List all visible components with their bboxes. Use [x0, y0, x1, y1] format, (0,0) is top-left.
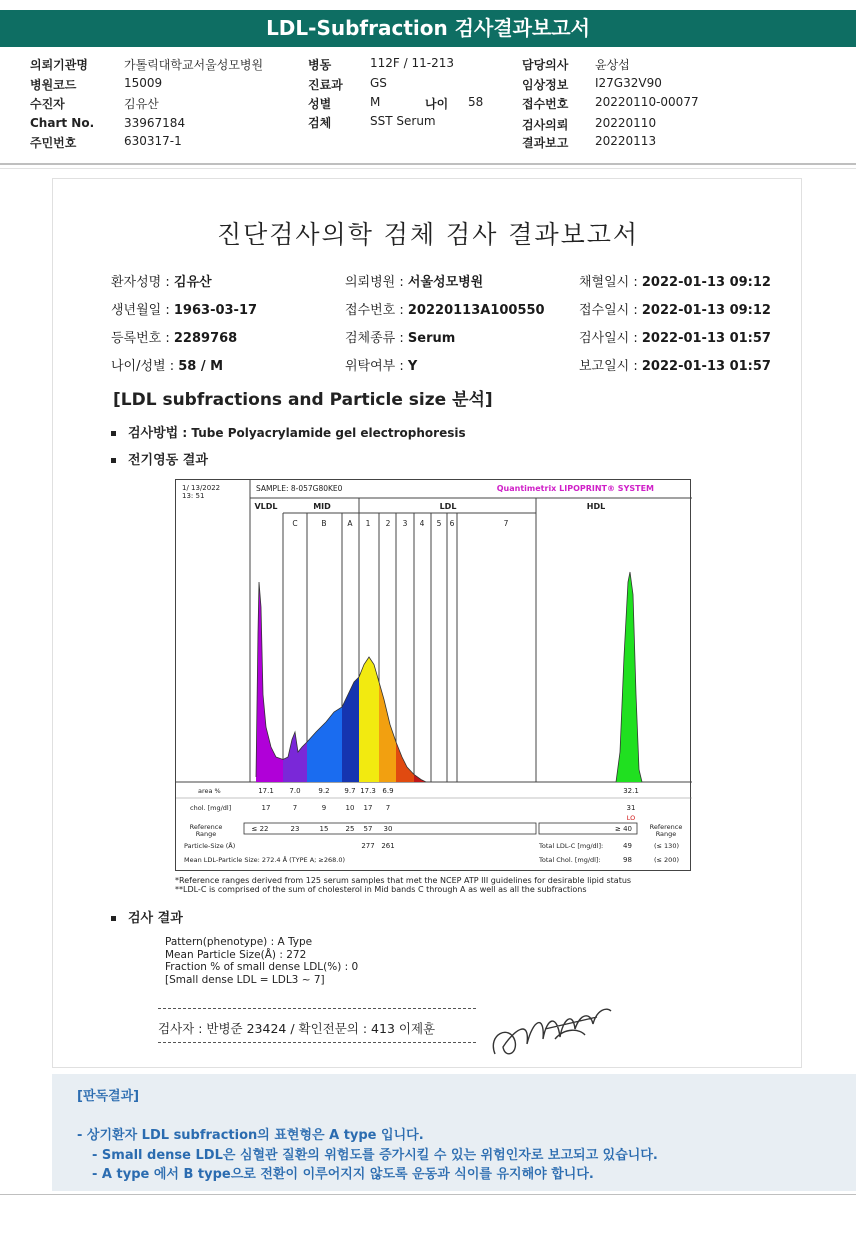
field-value: 2022-01-13 09:12 [641, 275, 771, 290]
mean-ldl-label: Mean LDL-Particle Size: 272.4 Å (TYPE A; ≥268.0) [184, 856, 345, 864]
result-summary [165, 936, 358, 986]
divider [158, 1042, 476, 1043]
bullet-icon [111, 458, 116, 463]
band-label: 4 [419, 519, 425, 528]
judgement-box [52, 1074, 856, 1191]
patient-field [579, 271, 771, 290]
judgement-line: - A type 에서 B type으로 전환이 이루어지지 않도록 운동과 식이를 유지해야 합니다. [92, 1167, 594, 1182]
signer-line: 검사자 : 반병준 23424 / 확인전문의 : 413 이제훈 [158, 1021, 436, 1036]
total-ldl-label: Total LDL-C [mg/dl]: [539, 842, 604, 850]
patient-field [579, 299, 771, 318]
chol-flag: LO [626, 814, 636, 822]
ref-value: 57 [363, 825, 373, 833]
method-label: 검사방법 [128, 426, 179, 441]
total-chol-label: Total Chol. [mg/dl]: [539, 856, 601, 864]
chol-value: 7 [385, 804, 391, 812]
field-label: 등록번호 : [111, 331, 174, 346]
bullet-icon [111, 916, 116, 921]
document-title: 진단검사의학 검체 검사 결과보고서 [216, 220, 640, 249]
field-label: 접수일시 : [579, 303, 642, 318]
area-value: 17.3 [360, 787, 376, 795]
field-label: 채혈일시 : [579, 275, 642, 290]
band-fill [359, 657, 379, 782]
hdr-label: 의뢰기관명 [30, 58, 88, 72]
patient-field [579, 327, 771, 346]
hdr-value: 김유산 [124, 97, 159, 111]
result-line: Mean Particle Size(Å) : 272 [165, 948, 307, 961]
band-label: 7 [503, 519, 509, 528]
ref-value: 23 [290, 825, 300, 833]
band-label: 6 [449, 519, 455, 528]
divider [0, 163, 856, 165]
chart-date: 1/ 13/2022 [182, 484, 221, 492]
patient-field [111, 355, 223, 374]
field-value: Serum [407, 331, 456, 346]
result-label: 검사 결과 [128, 911, 183, 926]
result-line: [Small dense LDL = LDL3 ~ 7] [165, 973, 325, 986]
patient-field [111, 299, 257, 318]
group-label: MID [313, 502, 331, 511]
footnote: **LDL-C is comprised of the sum of cholesterol in Mid bands C through A as well as all the subfractions [175, 885, 587, 894]
chol-value: 17 [261, 804, 271, 812]
footnote: *Reference ranges derived from 125 serum samples that met the NCEP ATP III guidelines for desirable lipid status [175, 876, 632, 885]
hdr-value: 20220110 [595, 116, 657, 130]
hdr-value: 630317-1 [124, 134, 182, 148]
band-label: 5 [436, 519, 442, 528]
group-label: VLDL [254, 502, 278, 511]
footnotes [175, 876, 631, 894]
total-chol-ref: (≤ 200) [654, 856, 679, 864]
electro-label: 전기영동 결과 [128, 453, 208, 468]
hdr-age-label: 나이 [425, 97, 449, 111]
field-value: 2289768 [173, 331, 238, 346]
total-chol-value: 98 [623, 856, 632, 864]
result-line: Pattern(phenotype) : A Type [165, 936, 313, 948]
band-label: C [292, 519, 298, 528]
hdr-label: 검사의뢰 [522, 118, 569, 132]
area-value: 32.1 [623, 787, 639, 795]
chart-time: 13: 51 [182, 492, 205, 500]
chol-label: chol. [mg/dl] [190, 804, 232, 812]
field-value: 김유산 [173, 275, 212, 290]
field-value: 2022-01-13 09:12 [641, 303, 771, 318]
patient-field [345, 271, 483, 290]
field-label: 검체종류 : [345, 331, 408, 346]
ref-label: Range [195, 830, 217, 838]
chol-value: 10 [345, 804, 355, 812]
field-value: 서울성모병원 [407, 275, 484, 290]
field-label: 검사일시 : [579, 331, 642, 346]
area-value: 7.0 [289, 787, 301, 795]
band-label: B [321, 519, 327, 528]
ref-value: ≤ 22 [251, 825, 269, 833]
hdr-label: 수진자 [30, 97, 65, 111]
field-label: 환자성명 : [111, 275, 174, 290]
lipoprint-chart [175, 479, 691, 871]
hdr-value: 가톨릭대학교서울성모병원 [124, 58, 264, 72]
hdr-value: SST Serum [370, 114, 436, 128]
patient-field [345, 327, 455, 346]
chart-svg [176, 480, 692, 872]
ref-value: 30 [383, 825, 393, 833]
hdr-value: 112F / 11-213 [370, 56, 454, 70]
divider [0, 168, 856, 169]
hdr-label: 담당의사 [522, 58, 569, 72]
area-value: 9.7 [344, 787, 356, 795]
group-label: HDL [586, 502, 606, 511]
chol-value: 31 [626, 804, 636, 812]
divider [0, 1194, 856, 1195]
field-label: 의뢰병원 : [345, 275, 408, 290]
hdr-value: 윤상섭 [595, 58, 630, 72]
hdr-label: 검체 [308, 116, 332, 130]
hdr-label: 진료과 [308, 78, 343, 92]
signature-mark [485, 999, 615, 1069]
band-label: 3 [402, 519, 408, 528]
field-value: 2022-01-13 01:57 [641, 331, 771, 346]
ref-label: Reference [649, 823, 683, 831]
patient-field [579, 355, 771, 374]
band-label: 2 [385, 519, 391, 528]
report-title-bar [0, 10, 856, 47]
particle-label: Particle-Size (Å) [184, 842, 236, 850]
hdr-value: 20220113 [595, 134, 657, 148]
patient-field [111, 271, 212, 290]
ref-label: Reference [189, 823, 223, 831]
hdr-label: Chart No. [30, 116, 95, 130]
area-value: 6.9 [382, 787, 394, 795]
band-label: A [347, 519, 353, 528]
judgement-line: - 상기환자 LDL subfraction의 표현형은 A type 입니다. [77, 1128, 424, 1143]
report-title: LDL-Subfraction 검사결과보고서 [266, 16, 590, 40]
ref-hdl-value: ≥ 40 [615, 825, 632, 833]
hdr-age-value: 58 [468, 95, 484, 109]
method-line [111, 422, 466, 441]
band-fill [379, 682, 396, 782]
ref-value: 25 [345, 825, 355, 833]
patient-field [345, 299, 545, 318]
hdr-value: 33967184 [124, 116, 186, 130]
particle-value: 277 [361, 842, 375, 850]
particle-value: 261 [381, 842, 395, 850]
chart-sample: SAMPLE: 8-057G80KE0 [256, 484, 343, 493]
group-label: LDL [439, 502, 457, 511]
hdr-label: 성별 [308, 97, 332, 111]
hdr-label: 병원코드 [30, 78, 77, 92]
header-info [0, 52, 856, 160]
hdr-value: 15009 [124, 76, 163, 90]
field-label: 위탁여부 : [345, 359, 408, 374]
chart-brand: Quantimetrix LIPOPRINT® SYSTEM [496, 484, 654, 493]
chol-value: 7 [292, 804, 298, 812]
hdr-value: GS [370, 76, 387, 90]
area-value: 9.2 [318, 787, 330, 795]
ref-value: 15 [319, 825, 329, 833]
chol-value: 9 [321, 804, 327, 812]
band-fill [256, 582, 283, 782]
divider [158, 1008, 476, 1009]
band-label: 1 [365, 519, 371, 528]
judgement-line: - Small dense LDL은 심혈관 질환의 위험도를 증가시킬 수 있는 위험인자로 보고되고 있습니다. [92, 1148, 658, 1163]
total-ldl-value: 49 [623, 842, 632, 850]
report-document [52, 178, 802, 1068]
section-title: [LDL subfractions and Particle size 분석] [113, 390, 493, 410]
total-ldl-ref: (≤ 130) [654, 842, 679, 850]
band-fill [307, 707, 342, 782]
bullet-icon [111, 431, 116, 436]
electro-heading [111, 449, 208, 468]
result-line: Fraction % of small dense LDL(%) : 0 [165, 961, 359, 973]
field-value: 20220113A100550 [407, 303, 545, 318]
field-value: 58 / M [178, 359, 224, 374]
hdr-value: M [370, 95, 381, 109]
hdr-label: 주민번호 [30, 136, 77, 150]
hdr-label: 결과보고 [522, 136, 569, 150]
area-label: area % [198, 787, 221, 795]
field-label: 생년월일 : [111, 303, 174, 318]
result-heading [111, 907, 183, 926]
hdr-label: 임상정보 [522, 78, 569, 92]
ref-label: Range [655, 830, 677, 838]
field-value: Y [407, 359, 418, 374]
patient-field [111, 327, 237, 346]
hdr-value: 20220110-00077 [595, 95, 699, 109]
band-fill [283, 732, 307, 782]
hdr-label: 접수번호 [522, 97, 569, 111]
patient-field [345, 355, 417, 374]
field-value: 1963-03-17 [173, 303, 258, 318]
band-fill [342, 677, 359, 782]
field-label: 보고일시 : [579, 359, 642, 374]
field-value: 2022-01-13 01:57 [641, 359, 771, 374]
chol-value: 17 [363, 804, 373, 812]
hdr-value: I27G32V90 [595, 76, 662, 90]
judgement-title: [판독결과] [77, 1089, 140, 1104]
hdr-label: 병동 [308, 58, 332, 72]
method-value: : Tube Polyacrylamide gel electrophoresis [178, 426, 466, 440]
field-label: 접수번호 : [345, 303, 408, 318]
area-value: 17.1 [258, 787, 274, 795]
field-label: 나이/성별 : [111, 359, 179, 374]
